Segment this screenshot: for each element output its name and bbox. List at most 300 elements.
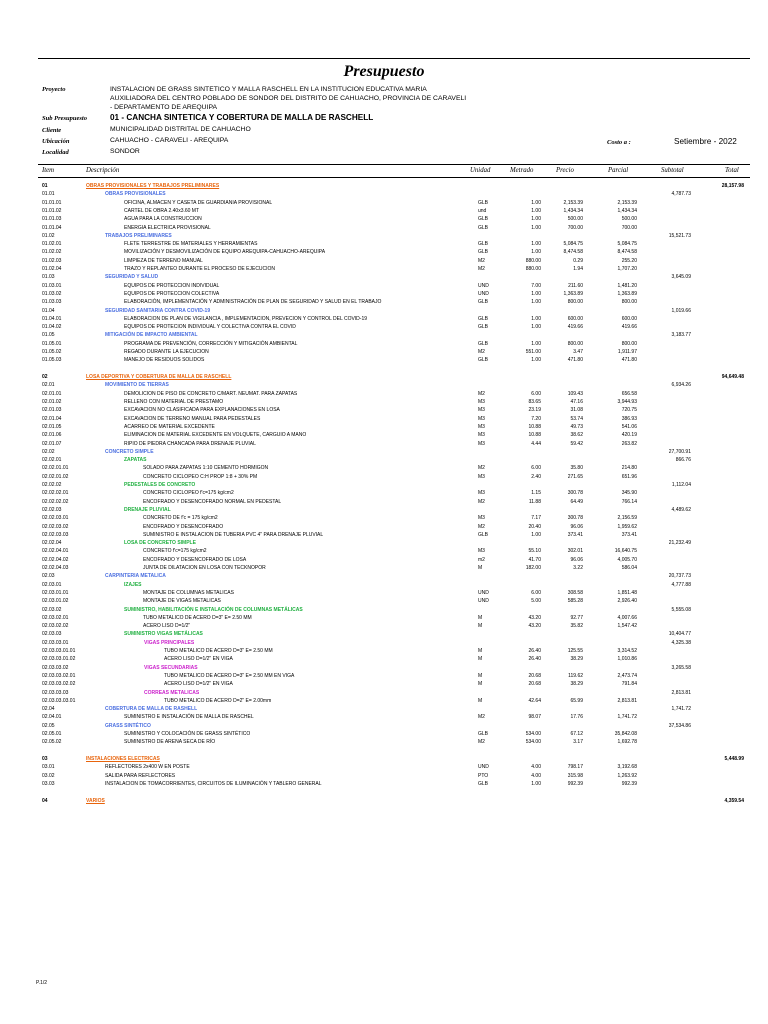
item-code: 02.04	[42, 706, 55, 713]
item-parcial: 1,010.86	[617, 656, 637, 663]
item-code: 02.03.03.03.01	[42, 697, 76, 704]
item-subtotal: 3,183.77	[671, 332, 691, 339]
item-code: 02.03.01.02	[42, 598, 69, 605]
item-metrado: 20.68	[528, 681, 541, 688]
item-code: 02.03.03.02	[42, 664, 69, 671]
item-precio: 315.98	[567, 772, 583, 779]
item-unit: M2	[478, 390, 485, 397]
item-description: JUNTA DE DILATACION EN LOSA CON TECKNOPOR	[143, 565, 266, 571]
item-unit: M	[478, 697, 483, 704]
item-unit: GLB	[478, 340, 489, 347]
item-code: 02.02.04	[42, 540, 62, 547]
item-parcial: 1,707.20	[617, 266, 637, 272]
item-precio: 798.17	[567, 764, 583, 771]
item-parcial: 4,005.70	[617, 556, 637, 563]
item-unit: M	[478, 656, 483, 663]
col-descripcion: Descripción	[86, 167, 120, 174]
item-metrado: 83.65	[528, 399, 541, 405]
item-code: 01.01.02	[42, 207, 62, 214]
item-precio: 0.29	[573, 257, 583, 264]
top-rule	[38, 58, 750, 59]
item-unit: M2	[478, 266, 485, 272]
item-metrado: 1.00	[531, 315, 541, 322]
item-code: 02.02.03.02	[42, 523, 69, 530]
item-description: PEDESTALES DE CONCRETO	[124, 482, 196, 488]
item-parcial: 541.06	[621, 423, 637, 430]
item-unit: GLB	[478, 324, 489, 331]
item-precio: 308.58	[567, 589, 583, 596]
item-precio: 471.80	[567, 357, 583, 364]
item-unit: GLB	[478, 199, 489, 206]
item-parcial: 255.20	[621, 257, 637, 264]
item-description: ENERGIA ELECTRICA PROVISIONAL	[124, 224, 211, 231]
item-description: EQUIPOS DE PROTECION INDIVIDUAL Y COLECTIVA CONTRA EL COVID	[124, 324, 296, 331]
item-precio: 3.22	[573, 565, 583, 571]
item-description: SUMINISTRO E INSTALACION DE TUBERIA PVC 4" PARA DRENAJE PLUVIAL	[143, 531, 324, 538]
item-parcial: 1,851.48	[617, 589, 637, 596]
item-precio: 992.39	[567, 781, 583, 787]
item-code: 02.01.03	[42, 407, 62, 414]
item-code: 02.02.01.02	[42, 473, 69, 480]
table-row	[0, 738, 768, 747]
table-row	[0, 356, 768, 365]
item-subtotal: 5,555.08	[671, 606, 691, 613]
item-precio: 1.94	[573, 266, 583, 272]
item-description: SEGURIDAD SANITARIA CONTRA COVID-19	[105, 307, 211, 314]
label-ubicacion: Ubicación	[42, 138, 70, 145]
item-description: SUMINISTRO Y COLOCACIÓN DE GRASS SINTÉTICO	[124, 731, 251, 737]
item-code: 02.04.01	[42, 714, 62, 721]
item-code: 01.03.02	[42, 290, 62, 297]
label-localidad: Localidad	[42, 149, 69, 156]
item-total: 5,448.99	[724, 756, 744, 763]
item-code: 02	[42, 374, 48, 381]
item-metrado: 6.00	[531, 589, 541, 596]
item-total: 28,157.98	[721, 183, 744, 189]
item-description: SOLADO PARA ZAPATAS 1:10 CEMENTO HORMIGON	[143, 465, 269, 472]
item-description: CONCRETO SIMPLE	[105, 448, 154, 455]
proyecto-line-3: - DEPARTAMENTO DE AREQUIPA	[110, 104, 218, 111]
item-code: 03.02	[42, 772, 55, 779]
ubicacion: CAHUACHO - CARAVELI - AREQUIPA	[110, 137, 229, 144]
item-unit: M	[478, 614, 483, 621]
page-number: P.1/2	[36, 980, 48, 986]
item-description: OBRAS PROVISIONALES	[105, 191, 166, 198]
item-unit: und	[478, 207, 487, 214]
item-metrado: 23.19	[528, 407, 541, 414]
item-description: CONCRETO f'c=175 kg/cm2	[143, 548, 207, 555]
item-parcial: 600.00	[621, 315, 637, 322]
item-parcial: 386.93	[621, 415, 637, 422]
item-code: 01.02.01	[42, 241, 62, 248]
item-parcial: 586.04	[621, 565, 637, 571]
item-parcial: 2,473.74	[617, 672, 637, 679]
item-code: 01.05.03	[42, 357, 62, 364]
item-parcial: 2,813.81	[617, 697, 637, 704]
item-code: 01.01	[42, 191, 55, 198]
item-parcial: 1,363.89	[617, 290, 637, 297]
item-code: 01.04	[42, 307, 55, 314]
item-description: OFICINA, ALMACEN Y CASETA DE GUARDIANIA PROVISIONAL	[124, 199, 273, 206]
item-code: 02.05.02	[42, 739, 62, 746]
item-metrado: 1.15	[531, 490, 541, 497]
item-description: INSTALACION DE TOMACORRIENTES, CIRCUITOS DE ILUMINACIÓN Y TABLERO GENERAL	[105, 781, 322, 787]
item-parcial: 1,741.72	[617, 714, 637, 721]
item-subtotal: 4,777.88	[671, 581, 691, 588]
item-unit: GLB	[478, 224, 489, 231]
item-parcial: 420.19	[621, 432, 637, 439]
item-description: VIGAS SECUNDARIAS	[144, 664, 198, 671]
item-parcial: 1,692.78	[617, 739, 637, 746]
page-title: Presupuesto	[343, 63, 425, 80]
item-parcial: 16,640.75	[614, 548, 637, 555]
item-code: 02.03.03.02.01	[42, 672, 76, 679]
item-code: 02.01.06	[42, 432, 62, 439]
col-precio: Precio	[556, 167, 574, 174]
item-metrado: 880.00	[525, 257, 541, 264]
item-metrado: 4.00	[531, 764, 541, 771]
item-parcial: 1,263.92	[617, 772, 637, 779]
item-description: LOSA DEPORTIVA Y COBERTURA DE MALLA DE RASCHELL	[86, 374, 232, 381]
item-description: FLETE TERRESTRE DE MATERIALES Y HERRAMIENTAS	[124, 241, 258, 248]
item-parcial: 992.39	[621, 781, 637, 787]
item-code: 01.03.01	[42, 282, 62, 289]
col-subtotal: Subtotal	[661, 167, 684, 174]
item-precio: 64.49	[570, 498, 583, 505]
item-unit: M3	[478, 407, 485, 414]
item-parcial: 8,474.58	[617, 249, 637, 256]
item-description: MITIGACIÓN DE IMPACTO AMBIENTAL	[105, 332, 198, 339]
item-subtotal: 21,232.49	[668, 540, 691, 547]
item-parcial: 35,842.08	[614, 731, 637, 737]
item-description: TRAZO Y REPLANTEO DURANTE EL PROCESO DE EJECUCION	[124, 266, 276, 272]
item-metrado: 1.00	[531, 340, 541, 347]
item-parcial: 345.90	[621, 490, 637, 497]
item-precio: 800.00	[567, 299, 583, 306]
item-code: 01.05.02	[42, 349, 62, 355]
item-unit: GLB	[478, 315, 489, 322]
item-unit: M	[478, 681, 483, 688]
item-description: ELABORACION DE PLAN DE VIGILANCIA , IMPLEMENTACION, PREVECION Y CONTROL DEL COVID-19	[124, 315, 368, 322]
item-parcial: 1,434.34	[617, 207, 637, 214]
item-precio: 373.41	[567, 531, 583, 538]
item-description: REGADO DURANTE LA EJECUCION	[124, 349, 209, 355]
item-parcial: 3,192.68	[617, 764, 637, 771]
item-unit: GLB	[478, 249, 489, 256]
item-precio: 119.62	[568, 672, 583, 679]
item-unit: UND	[478, 598, 489, 605]
item-unit: GLB	[478, 216, 489, 223]
item-code: 02.02.04.01	[42, 548, 69, 555]
item-description: ACERO LISO D=1/2" EN VIGA	[164, 681, 233, 688]
item-unit: M2	[478, 465, 485, 472]
item-description: MOVIMIENTO DE TIERRAS	[105, 382, 169, 389]
col-metrado: Metrado	[510, 167, 534, 174]
col-item: Item	[42, 167, 55, 174]
item-code: 02.03.03.01	[42, 639, 69, 646]
item-description: AGUA PARA LA CONSTRUCCION	[124, 216, 202, 223]
item-metrado: 10.88	[528, 432, 541, 439]
item-description: MANEJO DE RESIDUOS SOLIDOS	[124, 357, 205, 364]
item-code: 02.03.01.01	[42, 589, 69, 596]
item-code: 02.02.03.01	[42, 515, 69, 522]
item-metrado: 43.20	[528, 623, 541, 630]
item-parcial: 2,926.40	[617, 598, 637, 605]
item-metrado: 1.00	[531, 357, 541, 364]
item-unit: UND	[478, 589, 489, 596]
item-code: 02.01	[42, 382, 55, 389]
item-unit: UND	[478, 282, 489, 289]
item-description: ZAPATAS	[124, 457, 147, 464]
item-unit: M3	[478, 415, 485, 422]
item-parcial: 1,959.62	[617, 523, 637, 530]
item-description: EQUIPOS DE PROTECCION INDIVIDUAL	[124, 282, 220, 289]
item-precio: 49.73	[570, 423, 583, 430]
item-code: 03.01	[42, 764, 55, 771]
item-metrado: 1.00	[531, 290, 541, 297]
item-precio: 92.77	[570, 614, 583, 621]
item-code: 02.01.01	[42, 390, 62, 397]
item-unit: M3	[478, 490, 485, 497]
item-description: CONCRETO CICLOPEO C:H PROP 1:8 + 30% PM	[143, 473, 258, 480]
item-precio: 500.00	[567, 216, 583, 223]
item-subtotal: 2,813.81	[671, 689, 691, 696]
item-parcial: 800.00	[621, 299, 637, 306]
item-parcial: 471.80	[621, 357, 637, 364]
item-code: 01.01.01	[42, 199, 62, 206]
item-unit: M2	[478, 739, 485, 746]
item-code: 02.02.04.02	[42, 556, 69, 563]
item-description: DRENAJE PLUVIAL	[124, 506, 171, 513]
item-unit: M3	[478, 440, 485, 447]
item-code: 01.03	[42, 274, 55, 281]
item-description: RELLENO CON MATERIAL DE PRESTAMO	[124, 399, 224, 405]
item-description: CORREAS METALICAS	[144, 689, 200, 696]
item-description: SUMINISTRO, HABILITACIÓN E INSTALACIÓN DE COLUMNAS METÁLICAS	[124, 606, 303, 613]
item-precio: 300.78	[567, 490, 583, 497]
item-unit: M3	[478, 473, 485, 480]
label-sub-presupuesto: Sub Presupuesto	[42, 115, 87, 122]
item-precio: 419.66	[567, 324, 583, 331]
item-code: 01.01.03	[42, 216, 62, 223]
item-parcial: 766.14	[621, 498, 637, 505]
item-subtotal: 37,534.86	[668, 722, 691, 729]
item-code: 01.02	[42, 232, 55, 239]
item-code: 03	[42, 756, 48, 763]
item-precio: 67.12	[570, 731, 583, 737]
item-code: 02.03.03.02.02	[42, 681, 76, 688]
item-precio: 109.43	[567, 390, 583, 397]
item-description: ENCOFRADO Y DESENCOFRADO	[143, 523, 224, 530]
item-parcial: 2,153.39	[617, 199, 637, 206]
fecha: Setiembre - 2022	[674, 137, 737, 146]
header-rule-bottom	[38, 177, 750, 178]
item-metrado: 1.00	[531, 216, 541, 223]
item-unit: M2	[478, 714, 485, 721]
item-code: 01.02.04	[42, 266, 62, 272]
item-description: IZAJES	[124, 581, 142, 588]
item-metrado: 4.00	[531, 772, 541, 779]
item-parcial: 791.84	[621, 681, 637, 688]
item-description: DEMOLICION DE PISO DE CONCRETO C/MART. NEUMAT. PARA ZAPATAS	[124, 390, 298, 397]
table-row	[0, 780, 768, 789]
item-subtotal: 866.76	[675, 457, 691, 464]
item-parcial: 4,007.66	[617, 614, 637, 621]
item-precio: 35.80	[570, 465, 583, 472]
item-precio: 2,153.39	[563, 199, 583, 206]
item-description: SUMINISTRO VIGAS METÁLICAS	[124, 631, 203, 638]
item-unit: UND	[478, 290, 489, 297]
item-code: 02.03.03.03	[42, 689, 69, 696]
item-subtotal: 1,112.04	[671, 482, 691, 488]
item-description: TRABAJOS PRELIMINARES	[105, 232, 172, 239]
item-description: REFLECTORES 2x400 W EN POSTE	[105, 764, 190, 771]
item-metrado: 6.00	[531, 465, 541, 472]
item-code: 01.04.01	[42, 315, 62, 322]
item-code: 01.03.03	[42, 299, 62, 306]
item-unit: GLB	[478, 531, 489, 538]
col-parcial: Parcial	[608, 167, 629, 174]
item-metrado: 20.40	[528, 523, 541, 530]
item-metrado: 5.00	[531, 598, 541, 605]
item-metrado: 7.17	[531, 515, 541, 522]
item-precio: 38.29	[570, 681, 583, 688]
item-description: TUBO METALICO DE ACERO D=3" E= 2.50 MM	[164, 648, 273, 654]
item-metrado: 1.00	[531, 324, 541, 331]
item-metrado: 41.70	[528, 556, 541, 563]
item-precio: 125.55	[567, 648, 583, 654]
item-unit: M2	[478, 257, 485, 264]
label-cliente: Cliente	[42, 127, 62, 134]
item-subtotal: 20,737.73	[668, 573, 691, 580]
item-unit: m2	[478, 556, 485, 563]
item-metrado: 1.00	[531, 199, 541, 206]
item-unit: M2	[478, 498, 485, 505]
item-code: 01.05	[42, 332, 55, 339]
item-metrado: 1.00	[531, 241, 541, 248]
item-code: 03.03	[42, 781, 55, 787]
item-metrado: 55.10	[528, 548, 541, 555]
item-description: LOSA DE CONCRETO SIMPLE	[124, 540, 196, 547]
item-precio: 96.06	[570, 556, 583, 563]
item-code: 04	[42, 797, 48, 804]
item-description: RIPIO DE PIEDRA CHANCADA PARA DRENAJE PLUVIAL	[124, 440, 256, 447]
item-code: 01.05.01	[42, 340, 62, 347]
item-metrado: 182.00	[525, 565, 541, 571]
item-metrado: 10.88	[528, 423, 541, 430]
item-metrado: 42.64	[528, 697, 541, 704]
item-total: 4,359.54	[724, 797, 744, 804]
item-precio: 300.78	[567, 515, 583, 522]
item-code: 02.02.02	[42, 482, 62, 488]
proyecto-line-1: INSTALACION DE GRASS SINTETICO Y MALLA RASCHELL EN LA INSTITUCION EDUCATIVA MARIA	[110, 86, 427, 93]
proyecto-line-2: AUXILIADORA DEL CENTRO POBLADO DE SONDOR DEL DISTRITO DE CAHUACHO, PROVINCIA DE CARAVELI	[110, 95, 467, 102]
item-parcial: 500.00	[621, 216, 637, 223]
item-description: SEGURIDAD Y SALUD	[105, 274, 159, 281]
item-metrado: 1.00	[531, 224, 541, 231]
item-parcial: 3,944.93	[617, 399, 637, 405]
item-metrado: 6.00	[531, 390, 541, 397]
item-unit: GLB	[478, 299, 489, 306]
item-description: INSTALACIONES ELECTRICAS	[86, 756, 160, 763]
item-parcial: 800.00	[621, 340, 637, 347]
item-unit: M3	[478, 399, 485, 405]
item-code: 02.05.01	[42, 731, 62, 737]
item-unit: PTO	[478, 772, 489, 779]
item-metrado: 98.07	[528, 714, 541, 721]
item-code: 02.03.02.01	[42, 614, 69, 621]
item-code: 01.02.02	[42, 249, 62, 256]
item-description: SUMINISTRO E INSTALACIÓN DE MALLA DE RASCHEL	[124, 714, 254, 721]
item-precio: 211.60	[568, 282, 583, 289]
item-unit: M3	[478, 432, 485, 439]
sub-presupuesto: 01 - CANCHA SINTETICA Y COBERTURA DE MALLA DE RASCHELL	[110, 113, 374, 122]
item-description: TUBO METALICO DE ACERO D=3" E= 2.50 MM	[143, 614, 252, 621]
item-precio: 1,434.34	[563, 207, 583, 214]
item-parcial: 3,314.52	[617, 648, 637, 654]
item-unit: M2	[478, 523, 485, 530]
item-description: MOVILIZACIÓN Y DESMOVILIZACIÓN DE EQUIPO AREQUIPA-CAHUACHO-AREQUIPA	[124, 249, 326, 256]
item-description: EXCAVACION NO CLASIFICADA PARA EXPLANACIONES EN LOSA	[124, 407, 280, 414]
item-parcial: 720.75	[621, 407, 637, 414]
item-unit: M3	[478, 548, 485, 555]
item-code: 02.03.01	[42, 581, 62, 588]
item-precio: 47.16	[570, 399, 583, 405]
item-precio: 5,084.75	[563, 241, 583, 248]
item-subtotal: 1,019.66	[671, 307, 691, 314]
item-code: 01.01.04	[42, 224, 62, 231]
item-subtotal: 4,489.62	[671, 506, 691, 513]
item-description: VIGAS PRINCIPALES	[144, 639, 195, 646]
item-precio: 1,363.89	[563, 290, 583, 297]
item-metrado: 551.00	[525, 349, 541, 355]
item-description: GRASS SINTÉTICO	[105, 722, 151, 729]
item-unit: UND	[478, 764, 489, 771]
item-code: 02.03	[42, 573, 55, 580]
label-costo: Costo a :	[607, 139, 631, 146]
item-precio: 35.82	[570, 623, 583, 630]
item-description: OBRAS PROVISIONALES Y TRABAJOS PRELIMINARES	[86, 183, 220, 189]
item-metrado: 20.68	[528, 672, 541, 679]
item-description: ACERO LISO D=1/2" EN VIGA	[164, 656, 233, 663]
header-rule-top	[38, 164, 750, 165]
item-subtotal: 3,265.58	[671, 664, 691, 671]
item-metrado: 1.00	[531, 207, 541, 214]
item-code: 01.02.03	[42, 257, 62, 264]
item-description: VARIOS	[86, 797, 105, 804]
item-metrado: 1.00	[531, 299, 541, 306]
item-description: PROGRAMA DE PREVENCIÓN, CORRECCIÓN Y MITIGACIÓN AMBIENTAL	[124, 340, 298, 347]
item-unit: M	[478, 672, 483, 679]
col-total: Total	[725, 167, 739, 174]
item-parcial: 656.58	[621, 390, 637, 397]
item-description: SALIDA PARA REFLECTORES	[105, 772, 176, 779]
item-code: 02.02.02.02	[42, 498, 69, 505]
item-description: COBERTURA DE MALLA DE RASHELL	[105, 706, 198, 713]
item-code: 02.02.04.03	[42, 565, 69, 571]
item-subtotal: 3,645.09	[671, 274, 691, 281]
item-description: CONCRETO DE f'c = 175 kg/cm2	[143, 515, 218, 522]
item-precio: 8,474.58	[563, 249, 583, 256]
item-precio: 38.29	[570, 656, 583, 663]
item-code: 01	[42, 183, 48, 189]
item-metrado: 2.40	[531, 473, 541, 480]
item-code: 02.02.01.01	[42, 465, 69, 472]
item-metrado: 4.44	[531, 440, 541, 447]
item-metrado: 1.00	[531, 781, 541, 787]
item-code: 02.03.03.01.02	[42, 656, 76, 663]
item-unit: M2	[478, 349, 485, 355]
